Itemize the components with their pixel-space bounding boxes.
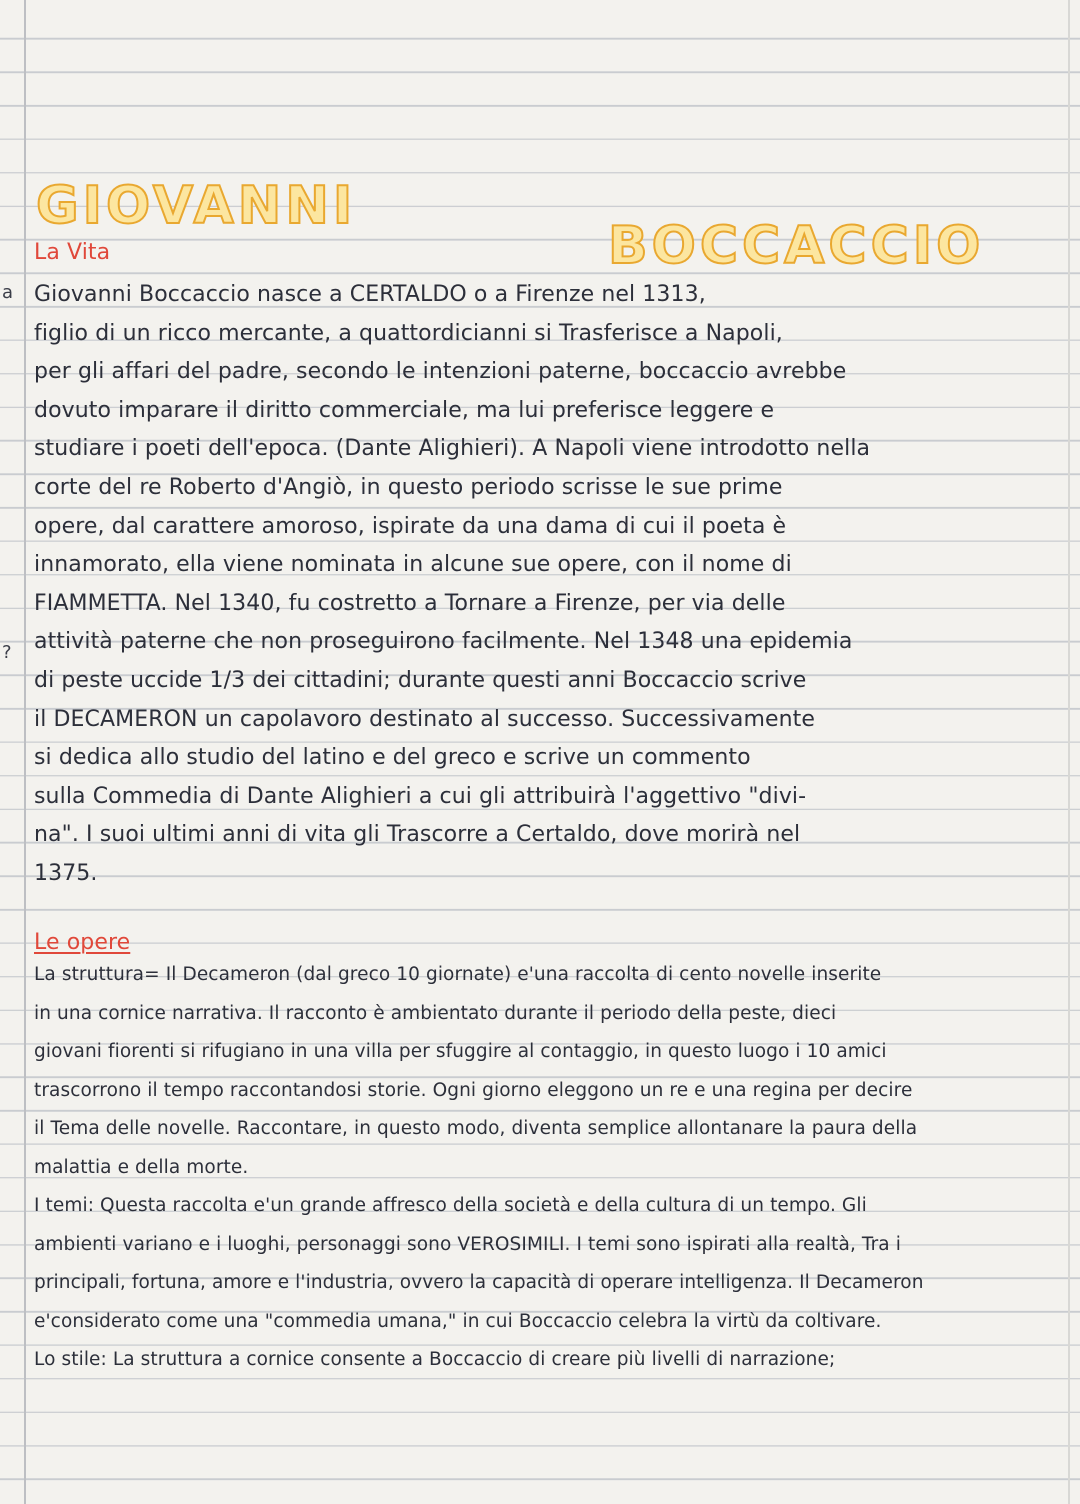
text-line: Giovanni Boccaccio nasce a CERTALDO o a Firenze nel 1313,: [34, 282, 706, 307]
text-line: attività paterne che non proseguirono facilmente. Nel 1348 una epidemia: [34, 629, 853, 655]
text-line: in una cornice narrativa. Il racconto è ambientato durante il periodo della peste, dieci: [34, 1002, 837, 1024]
page-edge: [1068, 0, 1070, 1504]
text-line: ambienti variano e i luoghi, personaggi sono VEROSIMILI. I temi sono ispirati alla realtà, Tra i: [34, 1233, 901, 1255]
text-line: La struttura= Il Decameron (dal greco 10 giornate) e'una raccolta di cento novelle inserite: [34, 964, 882, 985]
text-line: e'considerato come una "commedia umana," in cui Boccaccio celebra la virtù da coltivare.: [34, 1310, 882, 1332]
text-line: sulla Commedia di Dante Alighieri a cui gli attribuirà l'aggettivo "divi-: [34, 783, 807, 809]
text-line: opere, dal carattere amoroso, ispirate da una dama di cui il poeta è: [34, 513, 787, 539]
text-line: dovuto imparare il diritto commerciale, ma lui preferisce leggere e: [34, 397, 775, 423]
heading-le-opere: Le opere: [34, 930, 131, 955]
text-line: figlio di un ricco mercante, a quattordicianni si Trasferisce a Napoli,: [34, 320, 783, 346]
text-line: Lo stile: La struttura a cornice consente a Boccaccio di creare più livelli di narrazione;: [34, 1349, 836, 1370]
text-line: per gli affari del padre, secondo le intenzioni paterne, boccaccio avrebbe: [34, 359, 847, 385]
text-line: innamorato, ella viene nominata in alcune sue opere, con il nome di: [34, 552, 792, 578]
text-line: 1375.: [34, 861, 98, 886]
text-line: corte del re Roberto d'Angiò, in questo periodo scrisse le sue prime: [34, 475, 783, 500]
text-line: il Tema delle novelle. Raccontare, in questo modo, diventa semplice allontanare la paura della: [34, 1118, 918, 1139]
text-line: studiare i poeti dell'epoca. (Dante Alighieri). A Napoli viene introdotto nella: [34, 436, 871, 462]
text-line: giovani fiorenti si rifugiano in una villa per sfuggire al contaggio, in questo luogo i 10 amici: [34, 1041, 887, 1062]
text-line: di peste uccide 1/3 dei cittadini; durante questi anni Boccaccio scrive: [34, 668, 807, 693]
text-line: na". I suoi ultimi anni di vita gli Trascorre a Certaldo, dove morirà nel: [34, 822, 801, 848]
title-giovanni: GIOVANNI: [36, 176, 357, 236]
text-line: trascorrono il tempo raccontandosi storie. Ogni giorno eleggono un re e una regina per decire: [34, 1079, 913, 1101]
heading-la-vita: La Vita: [34, 240, 111, 265]
text-line: I temi: Questa raccolta e'un grande affresco della società e della cultura di un tempo. Gli: [34, 1195, 867, 1216]
margin-mark: ?: [2, 642, 12, 663]
text-line: FIAMMETTA. Nel 1340, fu costretto a Tornare a Firenze, per via delle: [34, 590, 786, 616]
text-line: il DECAMERON un capolavoro destinato al successo. Successivamente: [34, 706, 816, 732]
text-line: principali, fortuna, amore e l'industria, ovvero la capacità di operare intelligenza. Il Decameron: [34, 1272, 924, 1293]
text-line: si dedica allo studio del latino e del greco e scrive un commento: [34, 745, 751, 771]
text-line: malattia e della morte.: [34, 1156, 249, 1178]
title-boccaccio: BOCCACCIO: [608, 216, 985, 276]
margin-line: [24, 0, 26, 1504]
margin-mark: a: [2, 282, 14, 303]
